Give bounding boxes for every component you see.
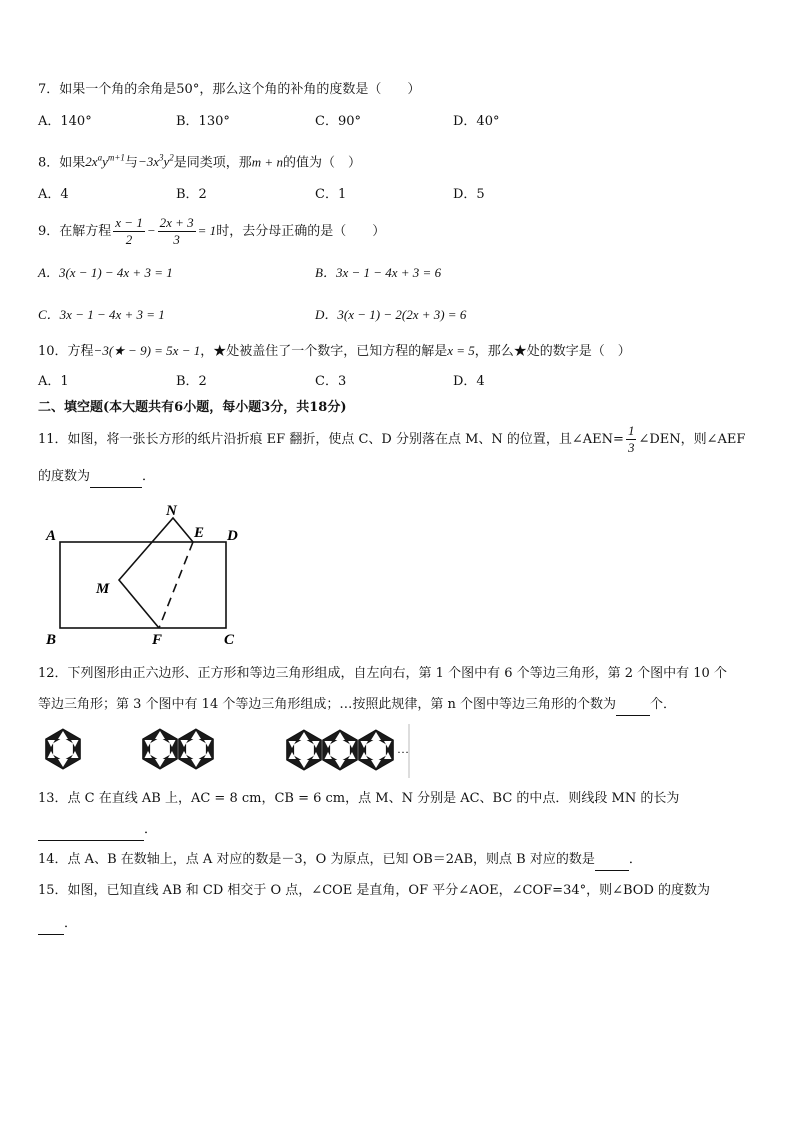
question-8-stem: 8．如果$2x^ay^{m+1}$与$-3x^3y^2$是同类项，那m + n的值为（ ） (38, 153, 361, 171)
q9-option-c: C．3x − 1 − 4x + 3 = 1 (38, 307, 165, 322)
label-n: N (166, 503, 177, 519)
question-11-line-2: 的度数为 ． (38, 467, 155, 488)
answer-blank (616, 695, 650, 716)
section-heading-fill-in: 二、填空题(本大题共有6小题，每小题3分，共18分) (38, 400, 347, 415)
q8-term1: $2x^ay^{m+1}$ (85, 153, 125, 170)
question-12-line-2: 等边三角形；第 3 个图中有 14 个等边三角形组成；…按照此规律，第 n 个图中等边三角形的个数为 个． (38, 695, 676, 716)
q8-option-b: B．2 (176, 187, 207, 202)
q8-option-d: D．5 (453, 187, 485, 202)
q10-option-c: C．3 (315, 374, 347, 389)
answer-blank (38, 914, 64, 935)
answer-blank (38, 820, 144, 841)
hexagon-pattern-figures (38, 722, 410, 780)
question-15-line-2: ． (38, 914, 77, 935)
answer-blank (90, 467, 142, 488)
folded-part (119, 518, 193, 628)
crease-ef (159, 542, 193, 628)
pattern-ellipsis: … (397, 742, 409, 756)
question-11-line-1: 11．如图，将一张长方形的纸片沿折痕 EF 翻折，使点 C、D 分别落在点 M、N 的位置，且∠AEN= $\frac{1}{3}$ ∠DEN，则∠AEF (38, 423, 746, 455)
q8-option-a: A．4 (38, 187, 69, 202)
label-e: E (194, 525, 205, 541)
question-12-line-1: 12．下列图形由正六边形、正方形和等边三角形组成，自左向右，第 1 个图中有 6 个等边三角形，第 2 个图中有 10 个 (38, 666, 727, 681)
q10-option-d: D．4 (453, 374, 485, 389)
question-10-stem: 10．方程−3(★ − 9) = 5x − 1，★处被盖住了一个数字，已知方程的解是x = 5，那么★处的数字是（ ） (38, 343, 631, 359)
q8-option-c: C．1 (315, 187, 347, 202)
q8-term2: $-3x^3y^2$ (137, 153, 174, 170)
q7-option-b: B．130° (176, 114, 230, 129)
q11-fraction: $\frac{1}{3}$ (627, 423, 635, 455)
q7-option-d: D．40° (453, 114, 500, 129)
label-a: A (46, 528, 57, 544)
question-14: 14．点 A、B 在数轴上，点 A 对应的数是－3，O 为原点，已知 OB＝2AB，则点 B 对应的数是 ． (38, 850, 642, 871)
q9-fraction-2: $\frac{2x + 3}{3}$ (159, 215, 194, 247)
question-13-line-2: ． (38, 820, 157, 841)
q9-option-b: B．3x − 1 − 4x + 3 = 6 (315, 265, 442, 280)
q9-option-d: D．3(x − 1) − 2(2x + 3) = 6 (315, 307, 467, 322)
label-c: C (224, 632, 235, 648)
label-m: M (96, 581, 110, 597)
q7-option-a: A．140° (38, 114, 92, 129)
q10-option-b: B．2 (176, 374, 207, 389)
folded-rectangle-figure (38, 498, 258, 650)
q9-option-a: A．3(x − 1) − 4x + 3 = 1 (38, 265, 173, 280)
q9-fraction-1: $\frac{x - 1}{2}$ (115, 215, 143, 247)
question-13-line-1: 13．点 C 在直线 AB 上，AC = 8 cm，CB = 6 cm，点 M、N 分别是 AC、BC 的中点．则线段 MN 的长为 (38, 791, 680, 806)
q10-option-a: A．1 (38, 374, 69, 389)
question-7-stem: 7．如果一个角的余角是50°，那么这个角的补角的度数是（ ） (38, 82, 421, 97)
label-f: F (152, 632, 163, 648)
pattern-figure-3 (287, 730, 394, 770)
question-15: 15．如图，已知直线 AB 和 CD 相交于 O 点，∠COE 是直角，OF 平分∠AOE，∠COF=34°，则∠BOD 的度数为 (38, 883, 711, 898)
q7-option-c: C．90° (315, 114, 361, 129)
question-9-stem: 9．在解方程 $\frac{x - 1}{2}$ − $\frac{2x + 3}{3}$ = 1时，去分母正确的是（ ） (38, 215, 386, 247)
rectangle-abcd (60, 542, 226, 628)
label-b: B (46, 632, 57, 648)
answer-blank (595, 850, 629, 871)
label-d: D (227, 528, 238, 544)
